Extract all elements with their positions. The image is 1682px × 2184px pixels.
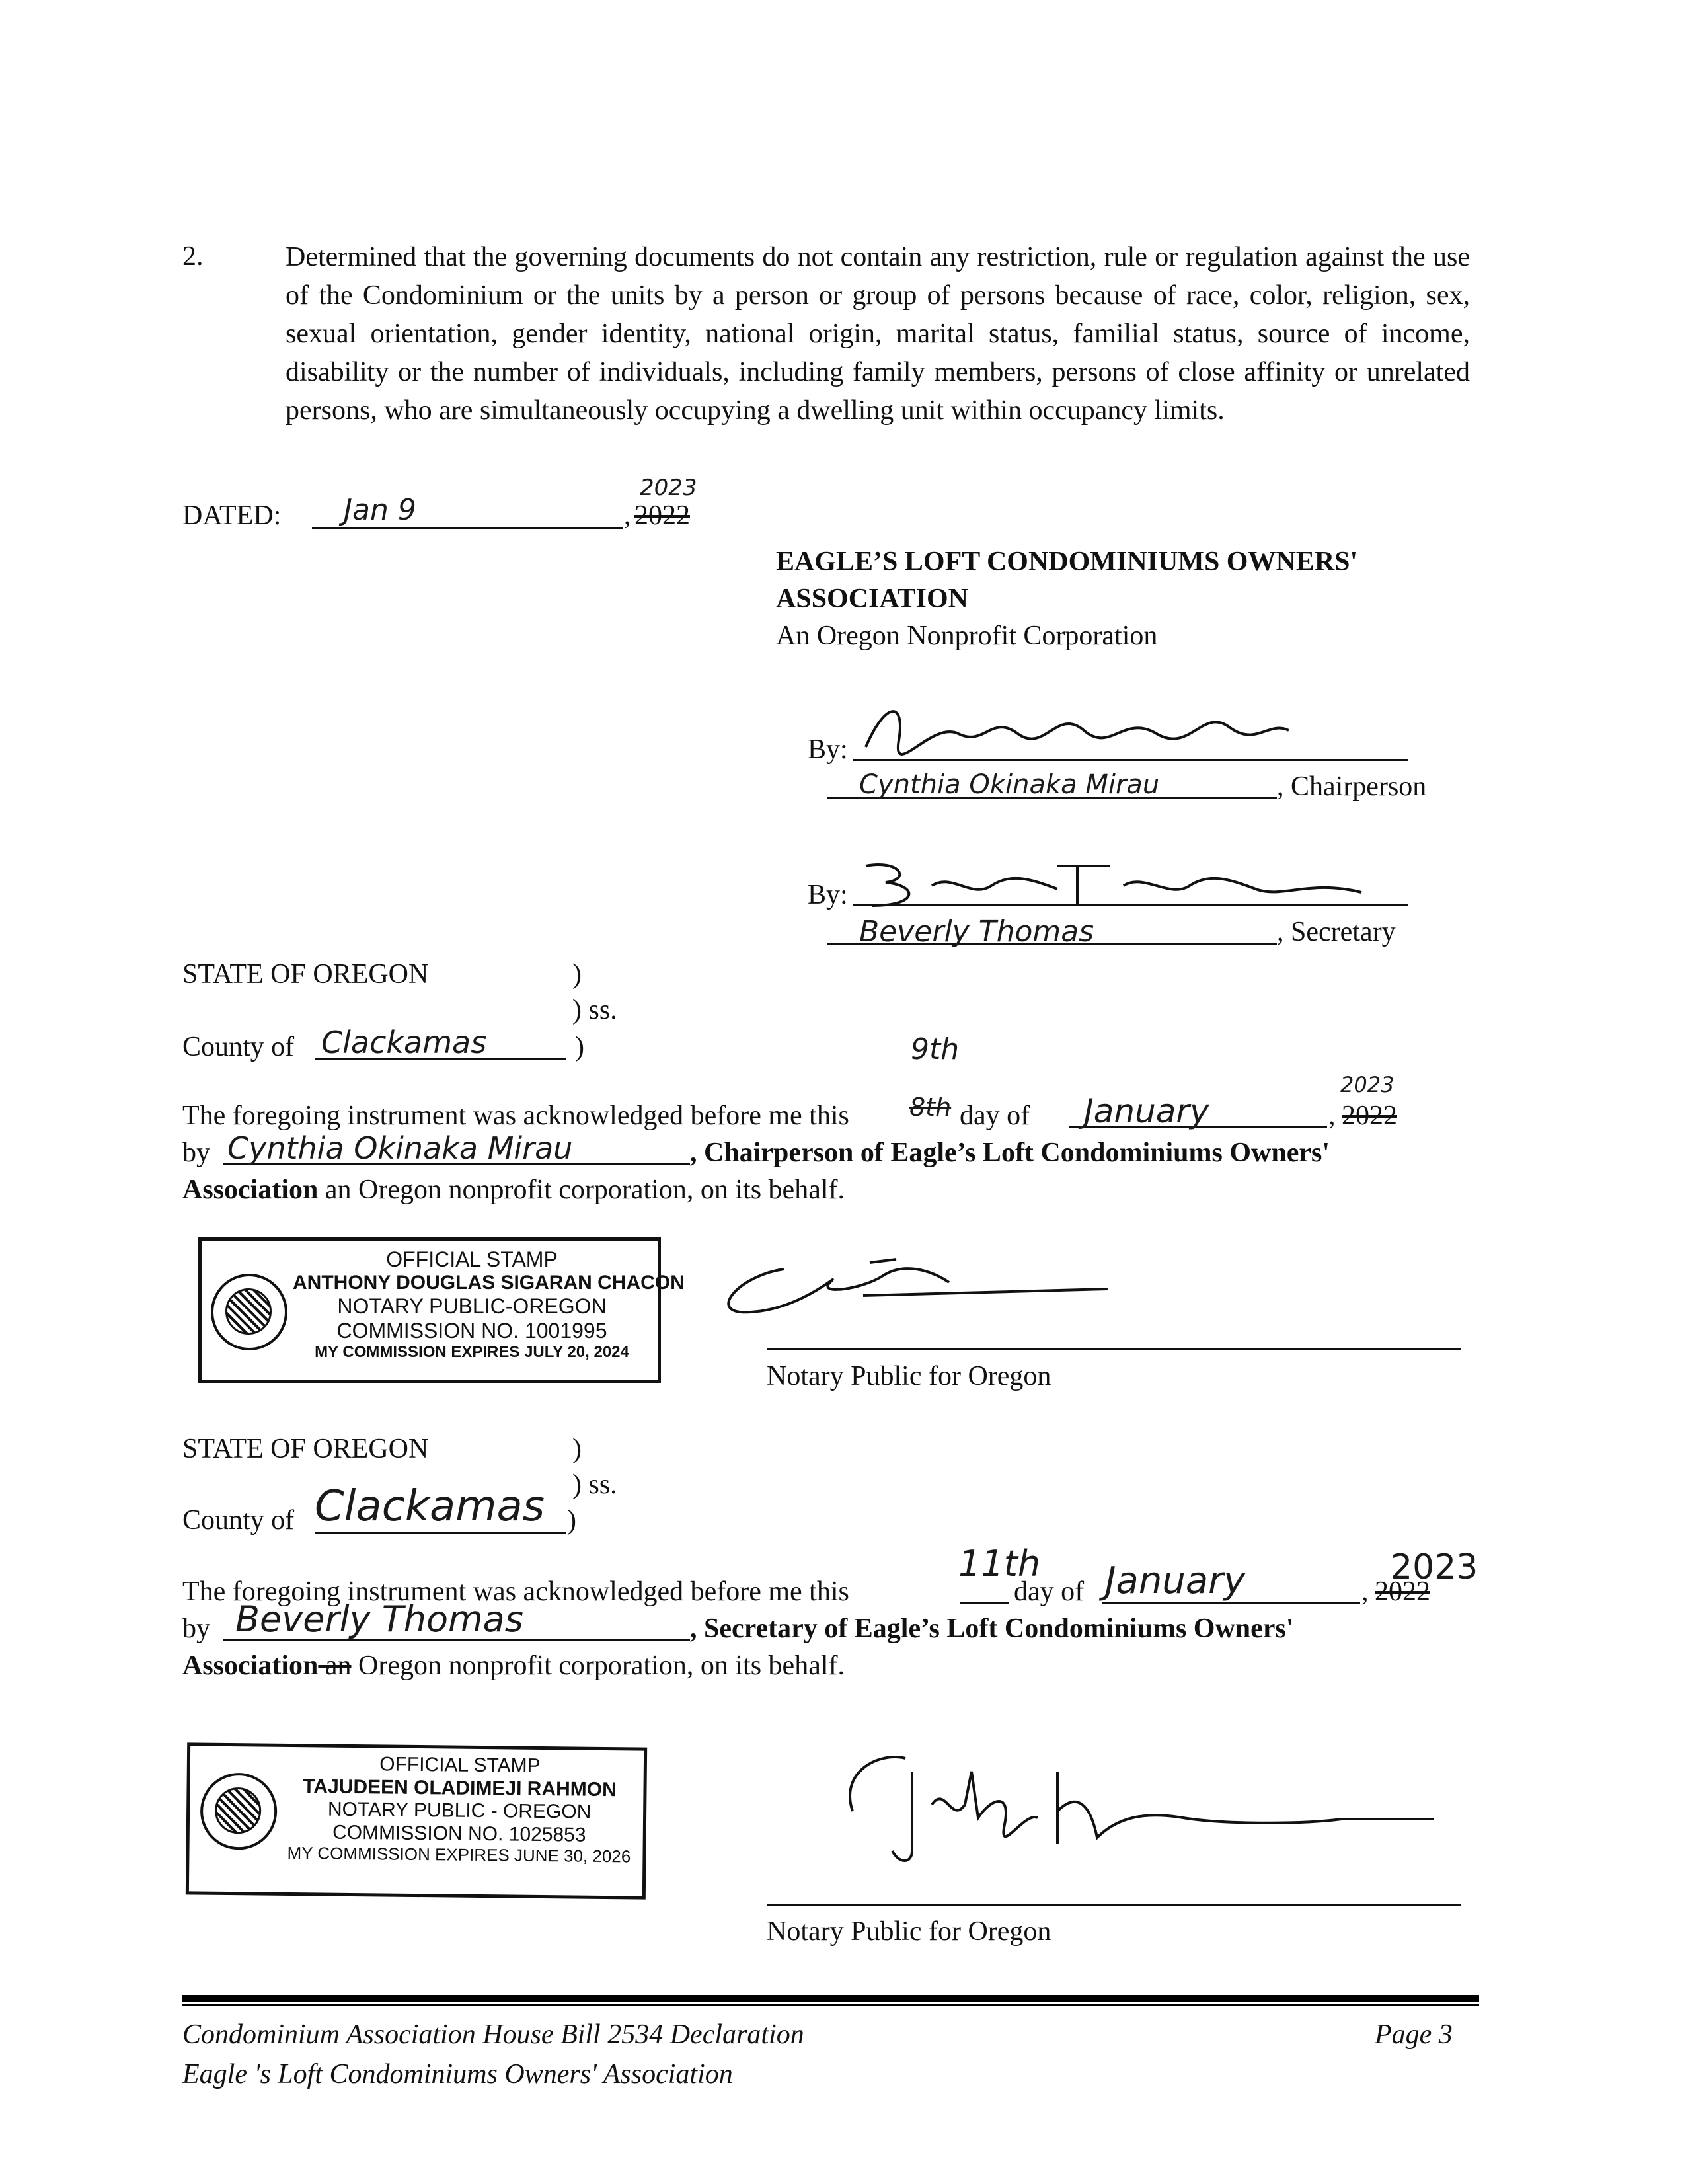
notary1-assoc-bold: Association: [182, 1175, 319, 1205]
signer1-by-label: By:: [808, 734, 848, 765]
signer2-by-label: By:: [808, 880, 848, 910]
notary2-stamp-line2: TAJUDEEN OLADIMEJI RAHMON: [303, 1775, 617, 1801]
notary1-signer: Cynthia Okinaka Mirau: [227, 1130, 573, 1166]
footer-page: Page 3: [1375, 2019, 1453, 2050]
notary2-stamp-line4: COMMISSION NO. 1025853: [332, 1821, 586, 1846]
notary1-county-paren: ): [575, 1032, 584, 1062]
dated-comma: ,: [624, 500, 631, 531]
footer-rule-thick: [182, 1995, 1479, 2002]
notary2-ack-text: The foregoing instrument was acknowledged before me this: [182, 1577, 849, 1607]
section-2-text: Determined that the governing documents do not contain any restriction, rule or regulation against the use of the Condominium or the units by a person or group of persons because of race, color, religion, sex, sexual orientation, gender identity, national origin, marital status, familial status, source of income, disability or the number of individuals, including family members, persons of close affinity or unrelated persons, who are simultaneously occupying a dwelling unit within occupancy limits.: [286, 242, 1470, 426]
notary2-year-struck: 2022: [1375, 1577, 1430, 1607]
footer-rule-thin: [182, 2004, 1479, 2006]
notary1-stamp-line2: ANTHONY DOUGLAS SIGARAN CHACON: [293, 1271, 685, 1294]
notary1-stamp-line1: OFFICIAL STAMP: [386, 1247, 558, 1271]
notary2-assoc-line: [182, 1647, 845, 1685]
notary1-comma: ,: [1328, 1101, 1336, 1131]
notary1-paren: ): [572, 959, 582, 990]
signer2-printed-name: Beverly Thomas: [859, 915, 1094, 949]
notary2-year-written: 2023: [1391, 1547, 1478, 1587]
notary2-signature: [839, 1745, 1487, 1877]
dated-handwritten: Jan 9: [344, 493, 416, 527]
notary1-year-written: 2023: [1340, 1072, 1395, 1097]
notary1-year-struck: 2022: [1342, 1101, 1397, 1131]
signer1-signature: [859, 694, 1295, 760]
notary1-county: Clackamas: [321, 1025, 487, 1060]
notary2-stamp-line3: NOTARY PUBLIC - OREGON: [327, 1798, 592, 1823]
association-name-line1: EAGLE’S LOFT CONDOMINIUMS OWNERS': [776, 547, 1358, 577]
notary1-ss: ) ss.: [572, 995, 617, 1025]
notary1-signature-line: [767, 1348, 1461, 1350]
notary2-day: 11th: [958, 1543, 1041, 1584]
notary1-label: Notary Public for Oregon: [767, 1361, 1051, 1391]
association-name-line2: ASSOCIATION: [776, 584, 968, 614]
notary2-comma: ,: [1361, 1577, 1369, 1607]
notary2-paren: ): [572, 1434, 582, 1464]
notary2-county-label: County of: [182, 1505, 295, 1536]
notary2-stamp-line1: OFFICIAL STAMP: [379, 1753, 541, 1777]
notary1-state: STATE OF OREGON: [182, 959, 429, 990]
signer2-title: , Secretary: [1277, 917, 1396, 947]
notary1-assoc-rest: an Oregon nonprofit corporation, on its behalf.: [318, 1175, 845, 1205]
notary1-ack-text: The foregoing instrument was acknowledged before me this: [182, 1101, 849, 1131]
signer2-signature: [859, 853, 1388, 912]
state-seal-icon: [211, 1274, 287, 1350]
notary1-day-struck: 8th: [909, 1093, 952, 1122]
notary1-stamp-line3: NOTARY PUBLIC-OREGON: [337, 1294, 607, 1319]
dated-year-written: 2023: [640, 475, 697, 501]
state-seal-icon: [200, 1773, 278, 1850]
notary2-stamp: [186, 1742, 647, 1899]
notary1-month: January: [1084, 1092, 1209, 1130]
notary2-day-line: [960, 1602, 1009, 1604]
footer-line2: Eagle 's Loft Condominiums Owners' Association: [182, 2059, 733, 2089]
notary1-stamp-line4: COMMISSION NO. 1001995: [336, 1319, 607, 1343]
dated-year-struck: 2022: [634, 500, 690, 531]
notary2-state: STATE OF OREGON: [182, 1434, 429, 1464]
signer1-title: , Chairperson: [1277, 771, 1427, 802]
notary2-assoc-bold: Association: [182, 1651, 319, 1681]
footer-line1: Condominium Association House Bill 2534 Declaration: [182, 2019, 804, 2050]
notary1-stamp-line5: MY COMMISSION EXPIRES JULY 20, 2024: [315, 1343, 629, 1361]
section-number: 2.: [182, 241, 204, 272]
notary2-signer: Beverly Thomas: [235, 1598, 523, 1640]
notary2-county-paren: ): [567, 1505, 576, 1536]
notary1-day-of: day of: [960, 1101, 1030, 1131]
notary2-ss: ) ss.: [572, 1469, 617, 1500]
notary1-assoc-line: [182, 1171, 845, 1209]
notary2-stamp-line5: MY COMMISSION EXPIRES JUNE 30, 2026: [287, 1842, 631, 1867]
notary1-county-label: County of: [182, 1032, 295, 1062]
notary2-label: Notary Public for Oregon: [767, 1916, 1051, 1947]
dated-label: DATED:: [182, 500, 282, 531]
notary2-assoc-struck: an: [318, 1651, 352, 1681]
notary1-by-label: by: [182, 1138, 210, 1168]
notary1-day: 9th: [911, 1033, 960, 1066]
notary2-day-of: day of: [1014, 1577, 1085, 1607]
association-subtitle: An Oregon Nonprofit Corporation: [776, 621, 1158, 651]
notary2-assoc-rest: Oregon nonprofit corporation, on its behalf.: [351, 1651, 845, 1681]
notary1-stamp: [198, 1237, 685, 1383]
notary2-by-label: by: [182, 1614, 210, 1644]
notary1-signature: [711, 1243, 1121, 1322]
signer1-printed-name: Cynthia Okinaka Mirau: [859, 769, 1160, 800]
notary2-month: January: [1105, 1559, 1246, 1602]
notary2-signature-line: [767, 1904, 1461, 1906]
notary2-county: Clackamas: [315, 1482, 545, 1531]
notary1-role: , Chairperson of Eagle’s Loft Condominiums Owners': [690, 1138, 1330, 1168]
notary2-role: , Secretary of Eagle’s Loft Condominiums Owners': [690, 1614, 1294, 1644]
